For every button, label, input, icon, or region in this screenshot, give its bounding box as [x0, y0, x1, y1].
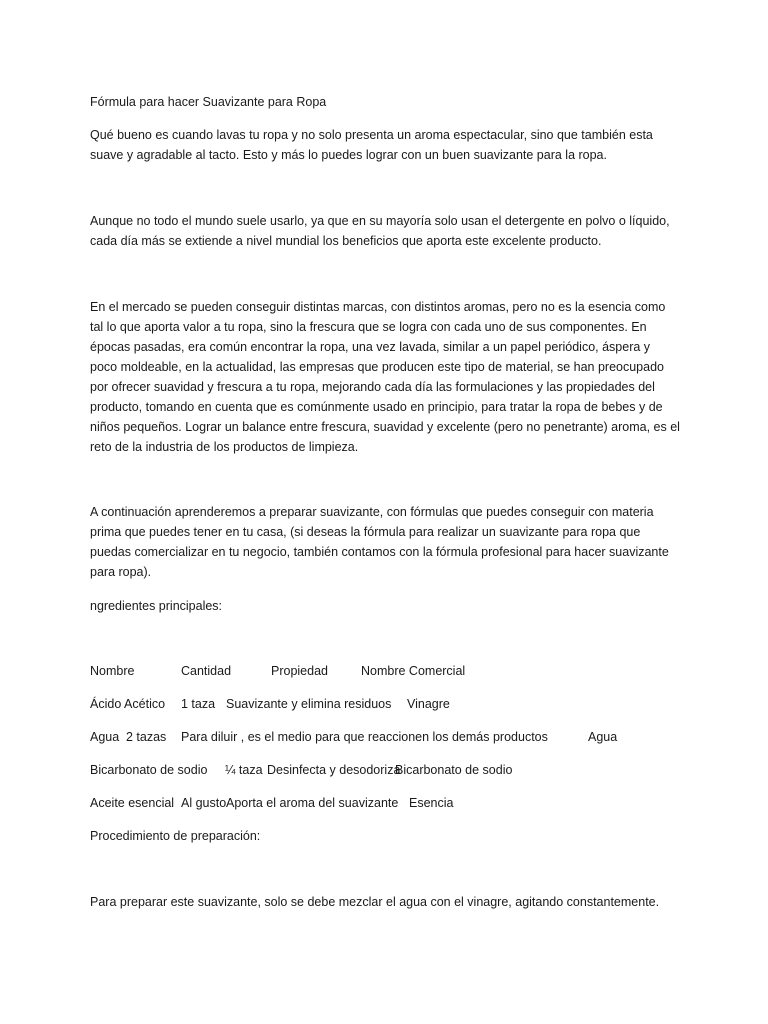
ingredients-table-header [90, 661, 465, 681]
cell-nombre: Ácido Acético [90, 697, 166, 711]
cell-cantidad: 1 taza [181, 697, 216, 711]
procedure-heading: Procedimiento de preparación: [90, 829, 261, 843]
cell-nombre-comercial: Bicarbonato de sodio [395, 763, 513, 777]
cell-nombre: Agua [90, 730, 120, 744]
header-nombre: Nombre [90, 664, 135, 678]
cell-propiedad: Desinfecta y desodoriza [267, 763, 401, 777]
cell-nombre: Bicarbonato de sodio [90, 763, 208, 777]
cell-propiedad: Para diluir , es el medio para que reaccionen los demás productos [181, 730, 548, 744]
table-row [90, 694, 450, 714]
cell-cantidad: 2 tazas [126, 730, 167, 744]
cell-propiedad: Aporta el aroma del suavizante [226, 796, 399, 810]
cell-cantidad: ¼ taza [225, 763, 263, 777]
header-nombre-comercial: Nombre Comercial [361, 664, 466, 678]
paragraph-usage: Aunque no todo el mundo suele usarlo, ya que en su mayoría solo usan el detergente en polvo o líquido, cada día más se extiende a nivel mundial los beneficios que aporta este excelente producto. [90, 214, 670, 248]
table-row [90, 727, 617, 747]
cell-cantidad: Al gusto [181, 796, 227, 810]
cell-nombre: Aceite esencial [90, 796, 175, 810]
paragraph-market: En el mercado se pueden conseguir distintas marcas, con distintos aromas, pero no es la esencia como tal lo que aporta valor a tu ropa, sino la frescura que se logra con cada uno de sus componentes. En épocas pasadas, era común encontrar la ropa, una vez lavada, similar a un papel periódico, áspera y poco moldeable, en la actualidad, las empresas que producen este tipo de material, se han preocupado por ofrecer suavidad y frescura a tu ropa, mejorando cada día las formulaciones y las propiedades del producto, tomando en cuenta que es comúnmente usado en principio, para tratar la ropa de bebes y de niños pequeños. Lograr un balance entre frescura, suavidad y excelente (pero no penetrante) aroma, es el reto de la industria de los productos de limpieza. [90, 300, 680, 454]
cell-propiedad: Suavizante y elimina residuos [226, 697, 392, 711]
cell-nombre-comercial: Esencia [409, 796, 454, 810]
table-row [90, 793, 453, 813]
table-row [90, 760, 512, 780]
paragraph-intro: Qué bueno es cuando lavas tu ropa y no solo presenta un aroma espectacular, sino que también esta suave y agradable al tacto. Esto y más lo puedes lograr con un buen suavizante para la ropa. [90, 128, 653, 162]
cell-nombre-comercial: Vinagre [407, 697, 450, 711]
paragraph-procedure: Para preparar este suavizante, solo se debe mezclar el agua con el vinagre, agitando constantemente. [90, 895, 660, 909]
ingredients-heading: ngredientes principales: [90, 599, 223, 613]
document-title: Fórmula para hacer Suavizante para Ropa [90, 95, 327, 109]
paragraph-continuation: A continuación aprenderemos a preparar suavizante, con fórmulas que puedes conseguir con materia prima que puedes tener en tu casa, (si deseas la fórmula para realizar un suavizante para ropa que puedas comercializar en tu negocio, también contamos con la fórmula profesional para hacer suavizante para ropa). [90, 505, 669, 579]
header-cantidad: Cantidad [181, 664, 232, 678]
cell-nombre-comercial: Agua [588, 730, 618, 744]
header-propiedad: Propiedad [271, 664, 328, 678]
